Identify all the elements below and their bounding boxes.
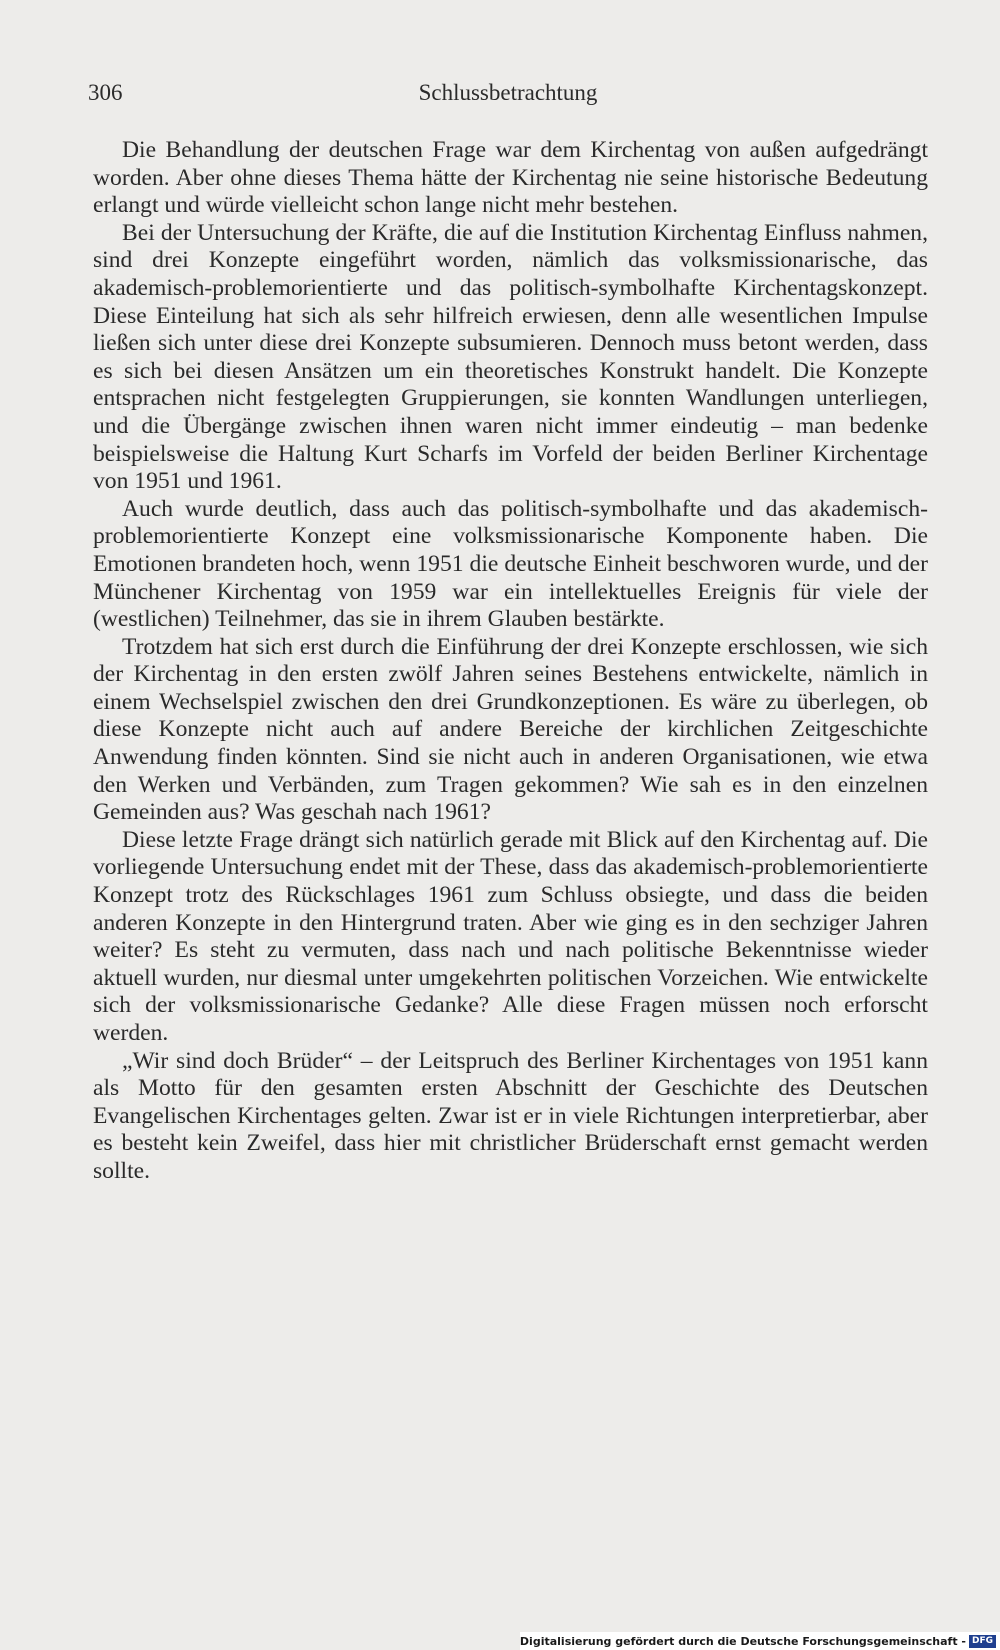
paragraph: Auch wurde deutlich, dass auch das politisch-symbolhafte und das akademisch-problemorientierte Konzept eine volksmissionarische Komponente haben. Die Emotionen brandeten hoch, wenn 1951 die deutsche Einheit beschworen wurde, und der Münchener Kirchentag von 1959 war ein intellektuelles Ereignis für viele der (westlichen) Teilnehmer, das sie in ihrem Glauben bestärkte. — [93, 495, 928, 633]
paragraph: Bei der Untersuchung der Kräfte, die auf die Institution Kirchentag Einfluss nahmen, sind drei Konzepte eingeführt worden, nämlich das volksmissionarische, das akademisch-problemorientierte und das politisch-symbolhafte Kirchentagskonzept. Diese Einteilung hat sich als sehr hilfreich erwiesen, denn alle wesentlichen Impulse ließen sich unter diese drei Konzepte subsumieren. Dennoch muss betont werden, dass es sich bei diesen Ansätzen um ein theoretisches Konstrukt handelt. Die Konzepte entsprachen nicht festgelegten Gruppierungen, sie konnten Wandlungen unterliegen, und die Übergänge zwischen ihnen waren nicht immer eindeutig – man bedenke beispielsweise die Haltung Kurt Scharfs im Vorfeld der beiden Berliner Kirchentage von 1951 und 1961. — [93, 219, 928, 495]
page-number: 306 — [88, 80, 123, 105]
paragraph: Die Behandlung der deutschen Frage war dem Kirchentag von außen aufgedrängt worden. Aber ohne dieses Thema hätte der Kirchentag nie seine historische Bedeutung erlangt und würde vielleicht schon lange nicht mehr bestehen. — [93, 137, 928, 219]
paragraph: Trotzdem hat sich erst durch die Einführung der drei Konzepte erschlossen, wie sich der Kirchentag in den ersten zwölf Jahren seines Bestehens entwickelte, nämlich in einem Wechselspiel zwischen den drei Grundkonzeptionen. Es wäre zu überlegen, ob diese Konzepte nicht auch auf andere Bereiche der kirchlichen Zeitgeschichte Anwendung finden könnten. Sind sie nicht auch in anderen Organisationen, wie etwa den Werken und Verbänden, zum Tragen gekommen? Wie sah es in den einzelnen Gemeinden aus? Was geschah nach 1961? — [93, 633, 928, 826]
running-head — [88, 80, 928, 114]
credit-text: Digitalisierung gefördert durch die Deutsche Forschungsgemeinschaft - — [519, 1634, 966, 1648]
paragraph: „Wir sind doch Brüder“ – der Leitspruch des Berliner Kirchentages von 1951 kann als Motto für den gesamten ersten Abschnitt der Geschichte des Deutschen Evangelischen Kirchentages gelten. Zwar ist er in viele Richtungen interpretierbar, aber es besteht kein Zweifel, dass hier mit christlicher Brüderschaft ernst gemacht werden sollte. — [93, 1047, 928, 1184]
body-text — [93, 137, 928, 1186]
dfg-logo-icon: DFG — [969, 1635, 996, 1648]
digitization-credit — [520, 1632, 1000, 1650]
running-title: Schlussbetrachtung — [418, 80, 598, 105]
paragraph: Diese letzte Frage drängt sich natürlich gerade mit Blick auf den Kirchentag auf. Die vorliegende Untersuchung endet mit der These, dass das akademisch-problemorientierte Konzept trotz des Rückschlages 1961 zum Schluss obsiegte, und dass die beiden anderen Konzepte in den Hintergrund traten. Aber wie ging es in den sechziger Jahren weiter? Es steht zu vermuten, dass nach und nach politische Bekenntnisse wieder aktuell wurden, nur diesmal unter umgekehrten politischen Vorzeichen. Wie entwickelte sich der volksmissionarische Gedanke? Alle diese Fragen müssen noch erforscht werden. — [93, 826, 928, 1046]
